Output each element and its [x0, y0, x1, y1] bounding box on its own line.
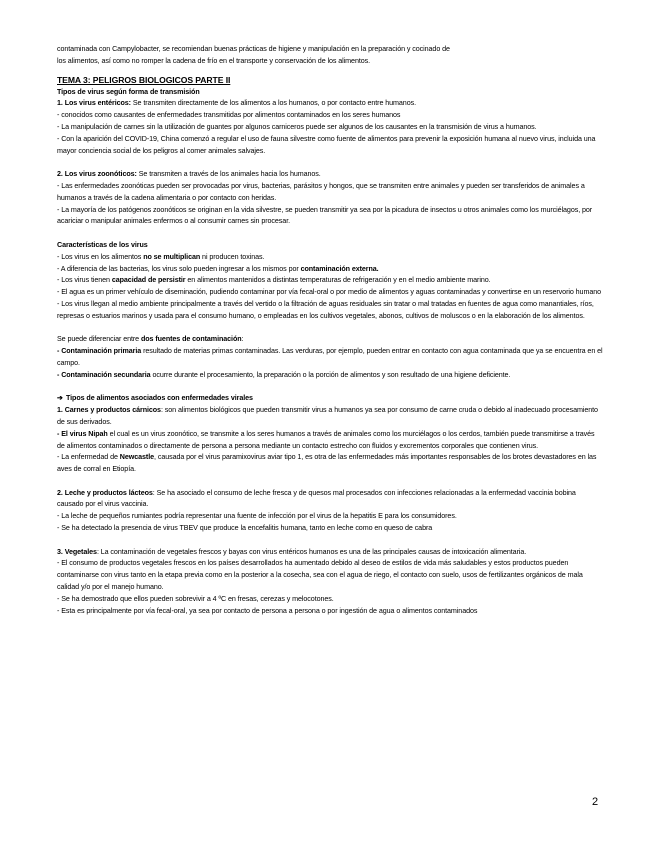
enteric-bullet: - Con la aparición del COVID-19, China comenzó a regular el uso de fauna silvestre como fuente de alimentos para prevenir la exposición humana al nuevo virus, incluida una mayor conciencia social de los peligros al comer animales salvajes. [57, 134, 596, 155]
milk-bullet: - La leche de pequeños rumiantes podría representar una fuente de infección por el virus de la hepatitis E para los consumidores. [57, 512, 457, 521]
characteristics-bullet: - Los virus tienen capacidad de persistir en alimentos mantenidos a distintas temperaturas de refrigeración y en el medio ambiente marino. [57, 276, 491, 285]
foods-heading: ➔ Tipos de alimentos asociados con enfermedades virales [57, 393, 603, 405]
enteric-bullet: - La manipulación de carnes sin la utilización de guantes por algunos carniceros puede ser algunos de los causantes en la transmisión de virus a humanos. [57, 122, 537, 131]
page-number: 2 [592, 796, 599, 808]
enteric-bullet: - conocidos como causantes de enfermedades transmitidas por alimentos contaminados en los seres humanos [57, 111, 401, 120]
meat-heading: 1. Carnes y productos cárnicos: son alimentos biológicos que pueden transmitir virus a humanos ya sea por consumo de carne cruda o debido al inadecuado procesamiento de sus derivados. [57, 406, 598, 426]
zoonotic-bullet: - Las enfermedades zoonóticas pueden ser provocadas por virus, bacterias, parásitos y hongos, que se transmiten entre animales y pueden ser transferidos de animales a humanos a través de la cadena alimentaria o por contacto con heridas. [57, 181, 585, 202]
zoonotic-heading: 2. Los virus zoonóticos: Se transmiten a través de los animales hacia los humanos. [57, 170, 321, 179]
section-subtitle: Tipos de virus según forma de transmisión [57, 87, 200, 96]
vegetables-bullet: - Esta es principalmente por vía fecal-oral, ya sea por contacto de persona a persona o por ingestión de agua o alimentos contaminados [57, 606, 478, 615]
vegetables-heading: 3. Vegetales: La contaminación de vegetales frescos y bayas con virus entéricos humanos es una de las principales causas de intoxicación alimentaria. [57, 547, 527, 556]
intro-line: contaminada con Campylobacter, se recomiendan buenas prácticas de higiene y manipulación en la preparación y cocinado de [57, 45, 450, 53]
secondary-contamination: - Contaminación secundaria ocurre durante el procesamiento, la preparación o la porción de alimentos y son resultado de una higiene deficiente. [57, 370, 511, 379]
primary-contamination: - Contaminación primaria resultado de materias primas contaminadas. Las verduras, por ejemplo, pueden entrar en contacto con agua contaminada que ya se encuentra en el campo. [57, 347, 603, 367]
characteristics-bullet: - Los virus en los alimentos no se multiplican ni producen toxinas. [57, 252, 265, 261]
characteristics-bullet: - A diferencia de las bacterias, los virus solo pueden ingresar a los mismos por contaminación externa. [57, 264, 379, 273]
arrow-right-icon: ➔ [57, 394, 63, 403]
zoonotic-bullet: - La mayoría de los patógenos zoonóticos se originan en la vida silvestre, se pueden transmitir ya sea por la picadura de insectos u otros animales como los murciélagos, por acariciar o manipular animales enfermos o al consumir carnes sin procesar. [57, 205, 593, 226]
characteristics-bullet: - Los virus llegan al medio ambiente principalmente a través del vertido o la filtración de aguas residuales sin tratar o mal tratadas en fuentes de agua como manantiales, ríos, represas o estuarios marinos y usada para el consumo humano, o empleadas en los cultivos vegetales, abonos, cultivos de moluscos o en la elaboración de los alimentos. [57, 299, 594, 320]
characteristics-heading: Características de los virus [57, 240, 148, 249]
milk-bullet: - Se ha detectado la presencia de virus TBEV que produce la encefalitis humana, tanto en leche como en queso de cabra [57, 524, 433, 533]
characteristics-bullet: - El agua es un primer vehículo de diseminación, pudiendo contaminar por vía fecal-oral o por medio de alimentos y aguas contaminadas y convertirse en un reservorio humano [57, 288, 601, 297]
milk-heading: 2. Leche y productos lácteos: Se ha asociado el consumo de leche fresca y de quesos mal procesados con infecciones relacionadas a la enfermedad vaccinia bobina causado por el virus vaccinia. [57, 488, 576, 509]
newcastle-bullet: - La enfermedad de Newcastle, causada por el virus paramixovirus aviar tipo 1, es otra de las enfermedades más importantes responsables de los brotes devastadores en las aves de corral en Etiopía. [57, 453, 597, 474]
enteric-heading: 1. Los virus entéricos: Se transmiten directamente de los alimentos a los humanos, o por contacto entre humanos. [57, 99, 416, 108]
sources-intro: Se puede diferenciar entre dos fuentes de contaminación: [57, 335, 244, 344]
document-page [57, 44, 603, 617]
nipah-bullet: - El virus Nipah el cual es un virus zoonótico, se transmite a los seres humanos a través de animales como los murciélagos o los cerdos, también puede transmitirse a través de alimentos contaminados o directamente de persona a persona mediante un contacto estrecho con fluidos y excrementos corporales que contienen virus. [57, 429, 595, 450]
vegetables-bullet: - Se ha demostrado que ellos pueden sobrevivir a 4 ºC en fresas, cerezas y melocotones. [57, 594, 334, 603]
vegetables-bullet: - El consumo de productos vegetales frescos en los países desarrollados ha aumentado debido al deseo de estilos de vida más saludables y estos productos pueden contaminarse con virus tanto en la etapa previa como en la posterior a la cosecha, sea con el agua de riego, el contacto con suelo, usos de fertilizantes orgánicos de mala calidad y/o por el manejo humano. [57, 559, 583, 592]
intro-line: los alimentos, así como no romper la cadena de frío en el transporte y conservación de los alimentos. [57, 56, 371, 65]
section-title: TEMA 3: PELIGROS BIOLOGICOS PARTE II [57, 74, 231, 85]
